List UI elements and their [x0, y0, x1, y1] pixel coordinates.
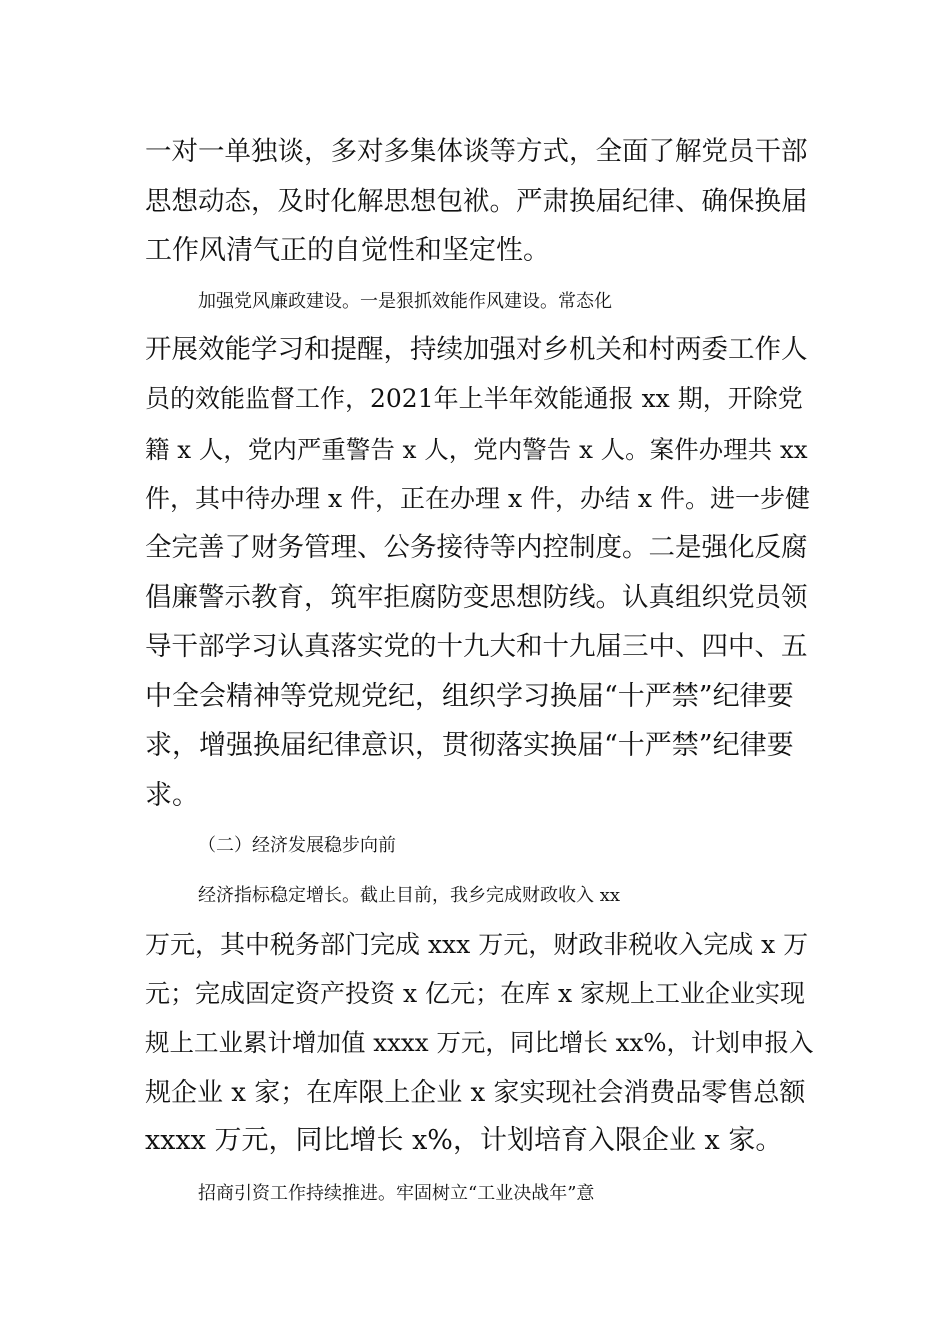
paragraph-line: 倡廉警示教育，筑牢拒腐防变思想防线。认真组织党员领	[145, 582, 808, 613]
paragraph-line: 一对一单独谈，多对多集体谈等方式，全面了解党员干部	[145, 136, 808, 167]
paragraph-line: 籍 x 人，党内严重警告 x 人，党内警告 x 人。案件办理共 xx	[145, 435, 808, 464]
section-heading: （二）经济发展稳步向前	[198, 835, 396, 856]
paragraph-line: 中全会精神等党规党纪，组织学习换届“十严禁”纪律要	[145, 681, 794, 712]
paragraph-line: 员的效能监督工作，2021年上半年效能通报 xx 期，开除党	[145, 384, 803, 413]
paragraph-line: 工作风清气正的自觉性和坚定性。	[145, 235, 550, 266]
paragraph-line: 导干部学习认真落实党的十九大和十九届三中、四中、五	[145, 631, 808, 662]
paragraph-line: 件，其中待办理 x 件，正在办理 x 件，办结 x 件。进一步健	[145, 484, 810, 513]
paragraph-line: xxxx 万元，同比增长 x%，计划培育入限企业 x 家。	[145, 1125, 783, 1156]
paragraph-line: 开展效能学习和提醒，持续加强对乡机关和村两委工作人	[145, 334, 808, 365]
paragraph-line: 全完善了财务管理、公务接待等内控制度。二是强化反腐	[145, 532, 808, 563]
paragraph-line: 规企业 x 家；在库限上企业 x 家实现社会消费品零售总额	[145, 1078, 806, 1108]
paragraph-line: 招商引资工作持续推进。牢固树立“工业决战年”意	[198, 1183, 595, 1204]
paragraph-line: 元；完成固定资产投资 x 亿元；在库 x 家规上工业企业实现	[145, 979, 805, 1008]
paragraph-line: 经济指标稳定增长。截止目前，我乡完成财政收入 xx	[198, 885, 621, 906]
paragraph-line: 加强党风廉政建设。一是狠抓效能作风建设。常态化	[198, 291, 612, 312]
paragraph-line: 求。	[145, 780, 199, 811]
paragraph-line: 思想动态，及时化解思想包袱。严肃换届纪律、确保换届	[145, 186, 808, 217]
paragraph-line: 求，增强换届纪律意识，贯彻落实换届“十严禁”纪律要	[145, 730, 794, 761]
paragraph-line: 规上工业累计增加值 xxxx 万元，同比增长 xx%，计划申报入	[145, 1028, 814, 1057]
paragraph-line: 万元，其中税务部门完成 xxx 万元，财政非税收入完成 x 万	[145, 930, 809, 959]
